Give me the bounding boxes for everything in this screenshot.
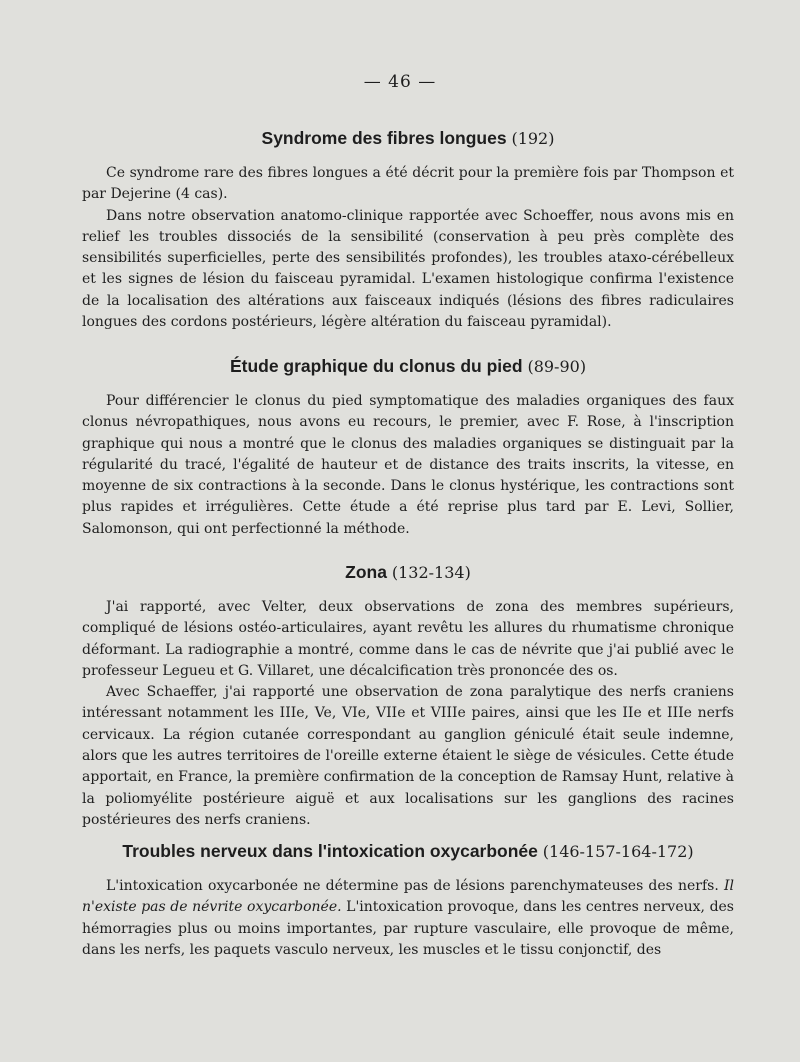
section-clonus-du-pied xyxy=(82,356,734,540)
section-zona xyxy=(82,562,734,831)
section-heading xyxy=(82,356,734,377)
section-intoxication-oxycarbonee xyxy=(82,841,734,961)
section-heading xyxy=(82,841,734,862)
paragraph: J'ai rapporté, avec Velter, deux observations de zona des membres supérieurs, compliqué de lésions ostéo-articulaires, ayant revêtu les allures du rhumatisme chronique déformant. La radiographie a montré, comme dans le cas de névrite que j'ai publié avec le professeur Legueu et G. Villaret, une décalcification très prononcée des os. xyxy=(82,599,734,679)
section-title: Étude graphique du clonus du pied xyxy=(229,356,523,376)
section-heading xyxy=(82,128,734,149)
paragraph: Avec Schaeffer, j'ai rapporté une observation de zona paralytique des nerfs craniens intéressant notamment les IIIe, Ve, VIe, VIIe et VIIIe paires, ainsi que les IIe et IIIe nerfs cervicaux. La région cutanée correspondant au ganglion géniculé était seule indemne, alors que les autres territoires de l'oreille externe étaient le siège de vésicules. Cette étude apportait, en France, la première confirmation de la conception de Ramsay Hunt, relative à la poliomyélite postérieure aiguë et aux localisations sur les ganglions des racines postérieures des nerfs craniens. xyxy=(82,684,734,828)
section-reference: (132-134) xyxy=(391,563,471,582)
paragraph: Ce syndrome rare des fibres longues a été décrit pour la première fois par Thompson et par Dejerine (4 cas). xyxy=(82,165,734,203)
section-title: Syndrome des fibres longues xyxy=(261,128,507,148)
paragraph-text: L'intoxication provoque, dans les centres nerveux, des hémorragies plus ou moins importantes, par rupture vasculaire, elle provoque de même, dans les nerfs, les paquets vasculo nerveux, les muscles et le tissu conjonctif, des xyxy=(82,899,734,958)
paragraph xyxy=(82,876,734,961)
paragraph: Pour différencier le clonus du pied symptomatique des maladies organiques des faux clonus névropathiques, nous avons eu recours, le premier, avec F. Rose, à l'inscription graphique qui nous a montré que le clonus des maladies organiques se distinguait par la régularité du tracé, l'égalité de hauteur et de distance des traits inscrits, la vitesse, en moyenne de six contractions à la seconde. Dans le clonus hystérique, les contractions sont plus rapides et irrégulières. Cette étude a été reprise plus tard par E. Levi, Sollier, Salomonson, qui ont perfectionné la méthode. xyxy=(82,393,734,537)
paragraph: Dans notre observation anatomo-clinique rapportée avec Schoeffer, nous avons mis en relief les troubles dissociés de la sensibilité (conservation à peu près complète des sensibilités superficielles, perte des sensibilités profondes), les troubles ataxo-cérébelleux et les signes de lésion du faisceau pyramidal. L'examen histologique confirma l'existence de la localisation des altérations aux faisceaux indiqués (lésions des fibres radiculaires longues des cordons postérieurs, légère altération du faisceau pyramidal). xyxy=(82,207,734,331)
page-number: — 46 — xyxy=(363,72,437,92)
section-reference: (89-90) xyxy=(527,357,587,376)
italic-statement: Il n'existe pas de névrite oxycarbonée. xyxy=(82,878,734,916)
section-reference: (146-157-164-172) xyxy=(542,842,694,861)
section-syndrome-fibres-longues xyxy=(82,128,734,333)
section-title: Troubles nerveux dans l'intoxication oxycarbonée xyxy=(122,841,538,861)
section-reference: (192) xyxy=(511,129,555,148)
paragraph-text: L'intoxication oxycarbonée ne détermine pas de lésions parenchymateuses des nerfs. xyxy=(106,878,724,894)
section-title: Zona xyxy=(345,562,387,582)
section-heading xyxy=(82,562,734,583)
